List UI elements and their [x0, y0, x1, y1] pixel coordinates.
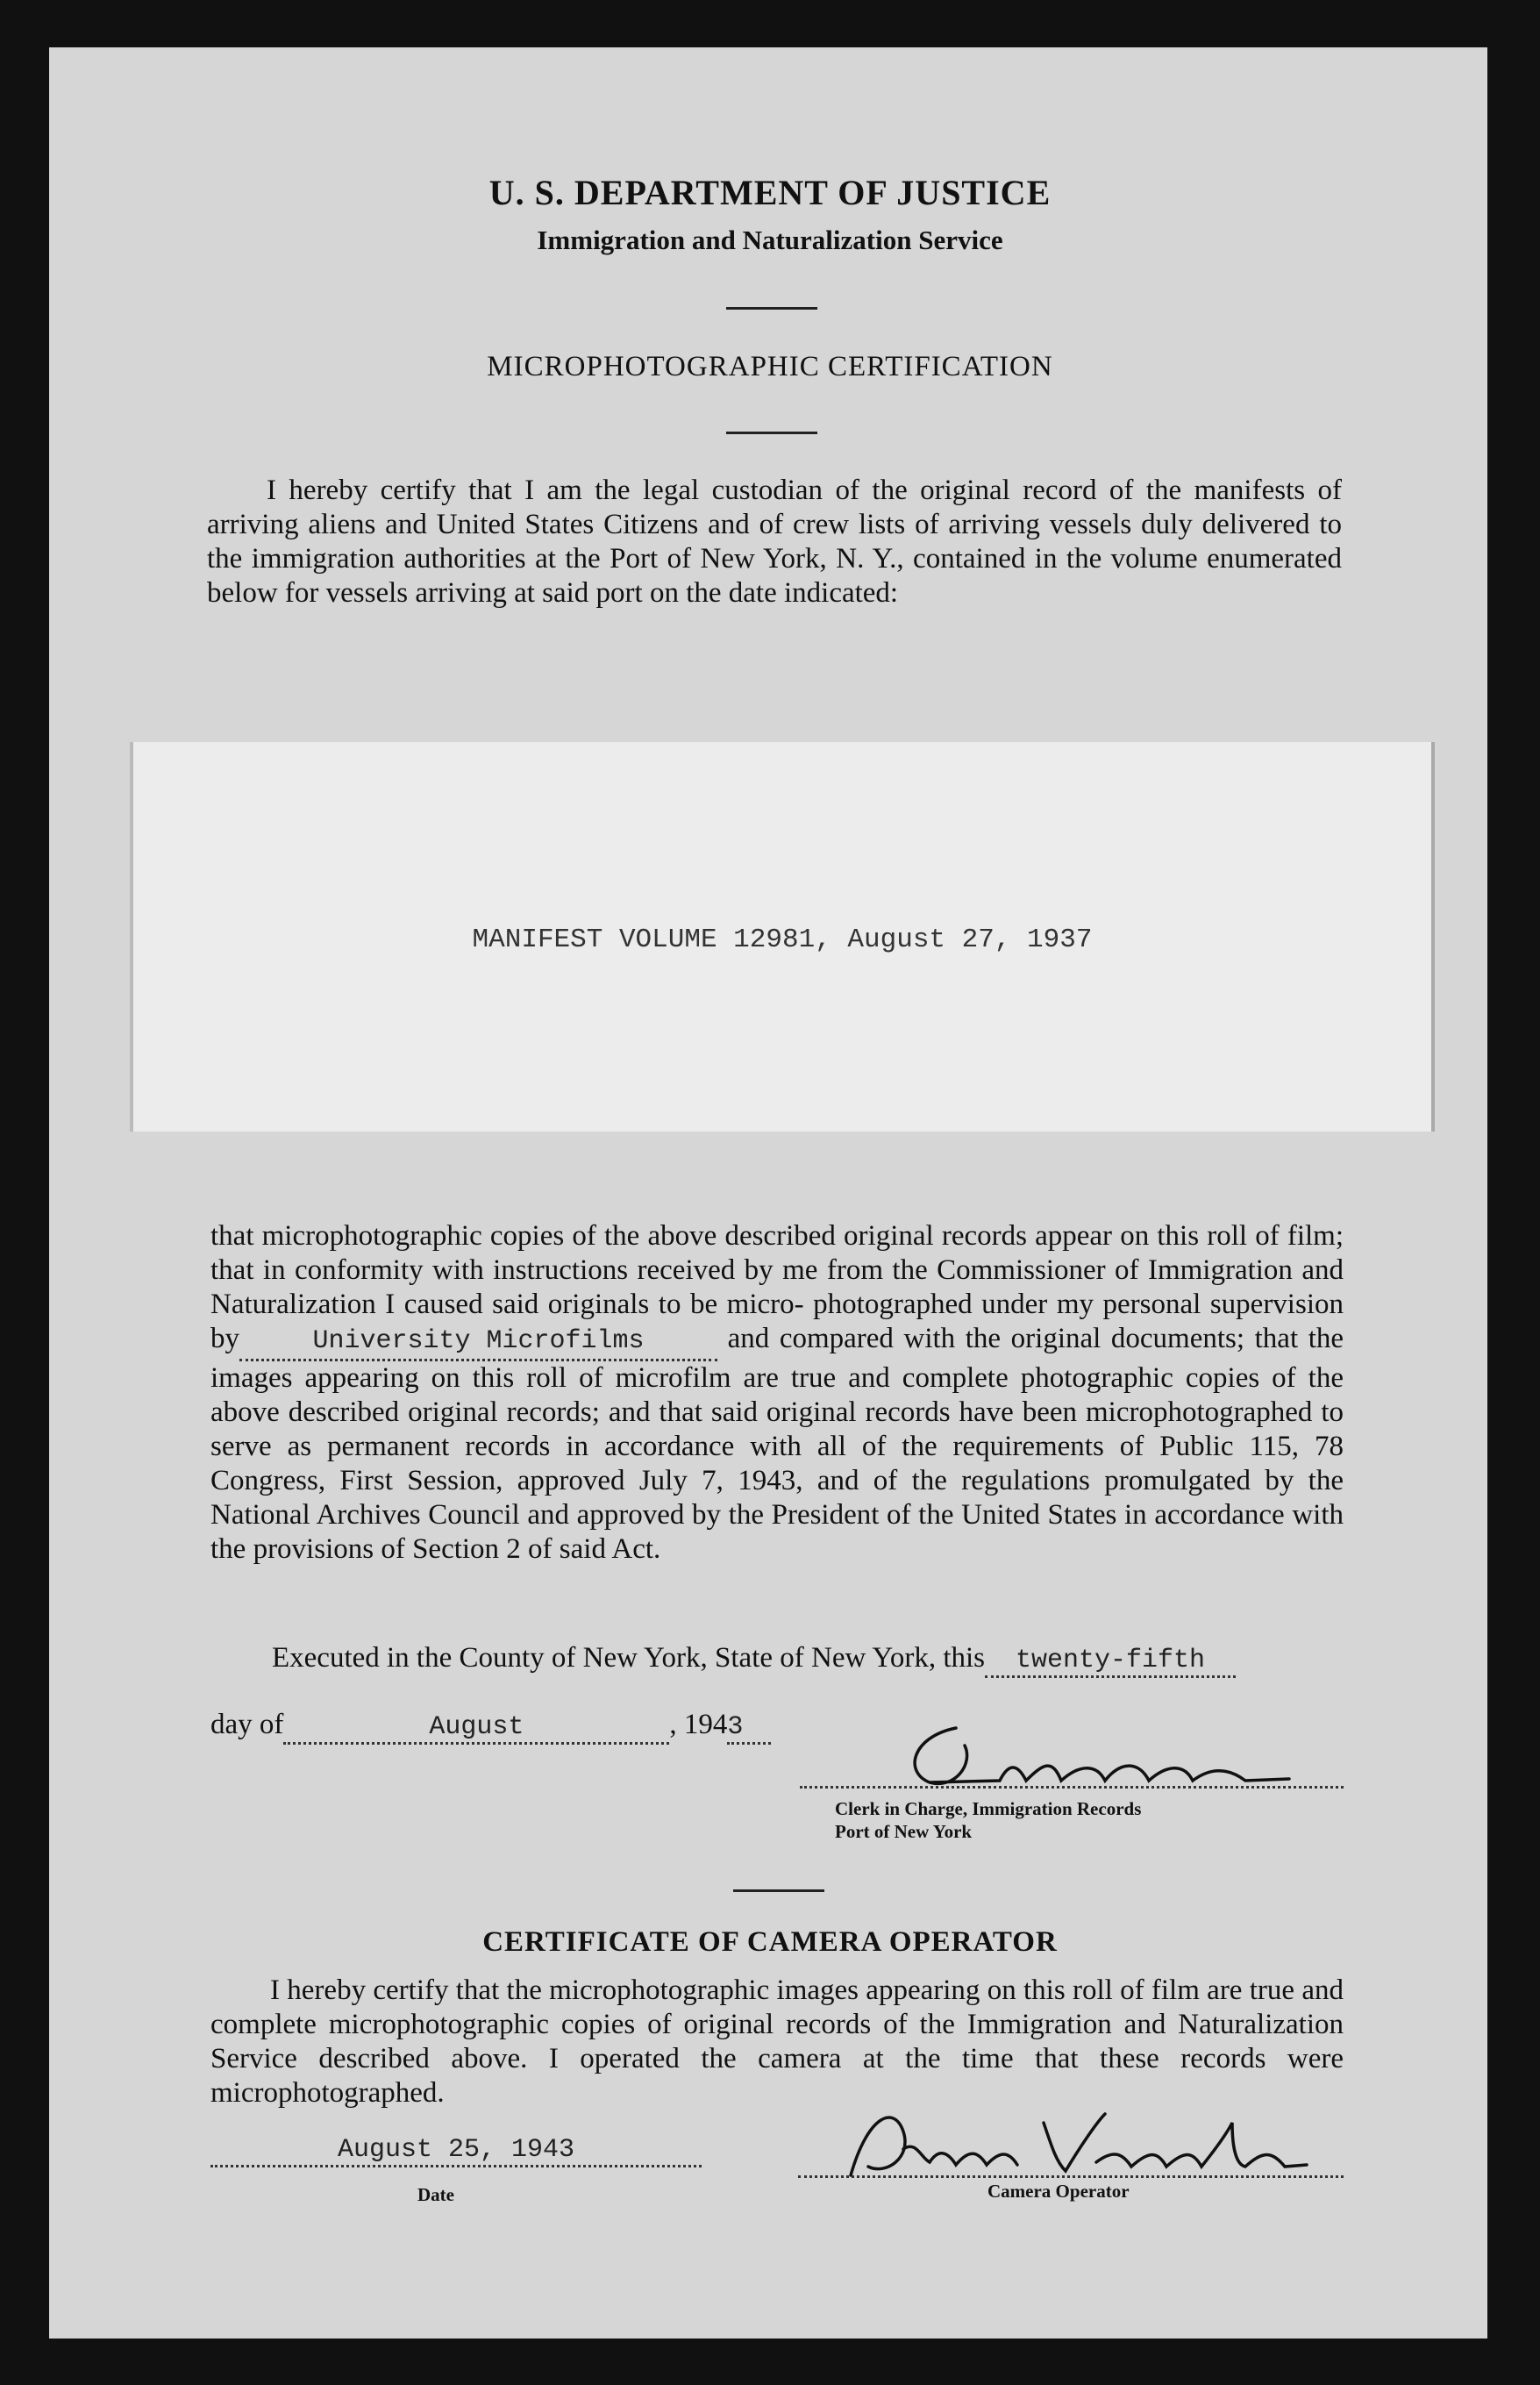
certification-title: MICROPHOTOGRAPHIC CERTIFICATION — [487, 351, 1053, 382]
body-part-2: and compared with the original documents; that the images appearing on this roll of microfilm are true and complete photographic copies of the above described original records; and that said original records have been microphotographed to serve as permanent records in accordance with all of the requirements of Public 115, 78 Congress, First Session, approved July 7, 1943, and of the regulations promulgated by the National Archives Council and approved by the President of the United States in accordance with the provisions of Section 2 of said Act. — [210, 1323, 1344, 1565]
body-part-1: that microphotographic copies of the above described original records appear on this roll of film; that in conformity with instructions received by me from the Commissioner of Immigration and Naturalization I caused said originals to be micro- — [210, 1220, 1344, 1320]
body-paragraph — [210, 1219, 1344, 1567]
year-prefix: , 194 — [669, 1709, 728, 1740]
department-heading: U. S. DEPARTMENT OF JUSTICE — [488, 173, 1052, 212]
clerk-signature — [877, 1710, 1333, 1798]
year-suffix: 3 — [727, 1712, 771, 1745]
divider — [726, 307, 817, 310]
day-of-line — [210, 1709, 771, 1745]
date-label: Date — [417, 2184, 454, 2205]
divider — [733, 1889, 824, 1892]
operator-signature — [833, 2096, 1324, 2184]
clerk-title: Clerk in Charge, Immigration Records — [835, 1798, 1142, 1819]
camera-paragraph: I hereby certify that the microphotographic images appearing on this roll of film are true and complete microphotographic copies of original records of the Immigration and Naturalization Service described above. I operated the camera at the time that these records were microphotographed. — [210, 1974, 1344, 2109]
month-value: August — [283, 1712, 669, 1745]
date-line — [210, 2135, 702, 2167]
supervision-prefix: photographed under my personal supervision by — [210, 1289, 1344, 1354]
day-of-label: day of — [210, 1709, 284, 1740]
intro-paragraph: I hereby certify that I am the legal custodian of the original record of the manifests of arriving aliens and United States Citizens and of crew lists of arriving vessels duly delivered to the immigration authorities at the Port of New York, N. Y., contained in the volume enumerated below for vessels arriving at said port on the date indicated: — [207, 475, 1342, 609]
executed-line — [272, 1642, 1236, 1678]
manifest-slip — [130, 742, 1435, 1132]
camera-certificate-title: CERTIFICATE OF CAMERA OPERATOR — [482, 1926, 1058, 1958]
supervision-value: University Microfilms — [239, 1325, 717, 1361]
service-heading: Immigration and Naturalization Service — [537, 225, 1003, 255]
manifest-volume: MANIFEST VOLUME 12981, August 27, 1937 — [472, 925, 1093, 955]
camera-date-value: August 25, 1943 — [337, 2135, 575, 2165]
divider — [726, 432, 817, 434]
executed-prefix: Executed in the County of New York, State of New York, this — [272, 1642, 986, 1674]
executed-day: twenty-fifth — [985, 1646, 1236, 1678]
operator-label: Camera Operator — [987, 2181, 1130, 2202]
clerk-location: Port of New York — [835, 1821, 973, 1842]
